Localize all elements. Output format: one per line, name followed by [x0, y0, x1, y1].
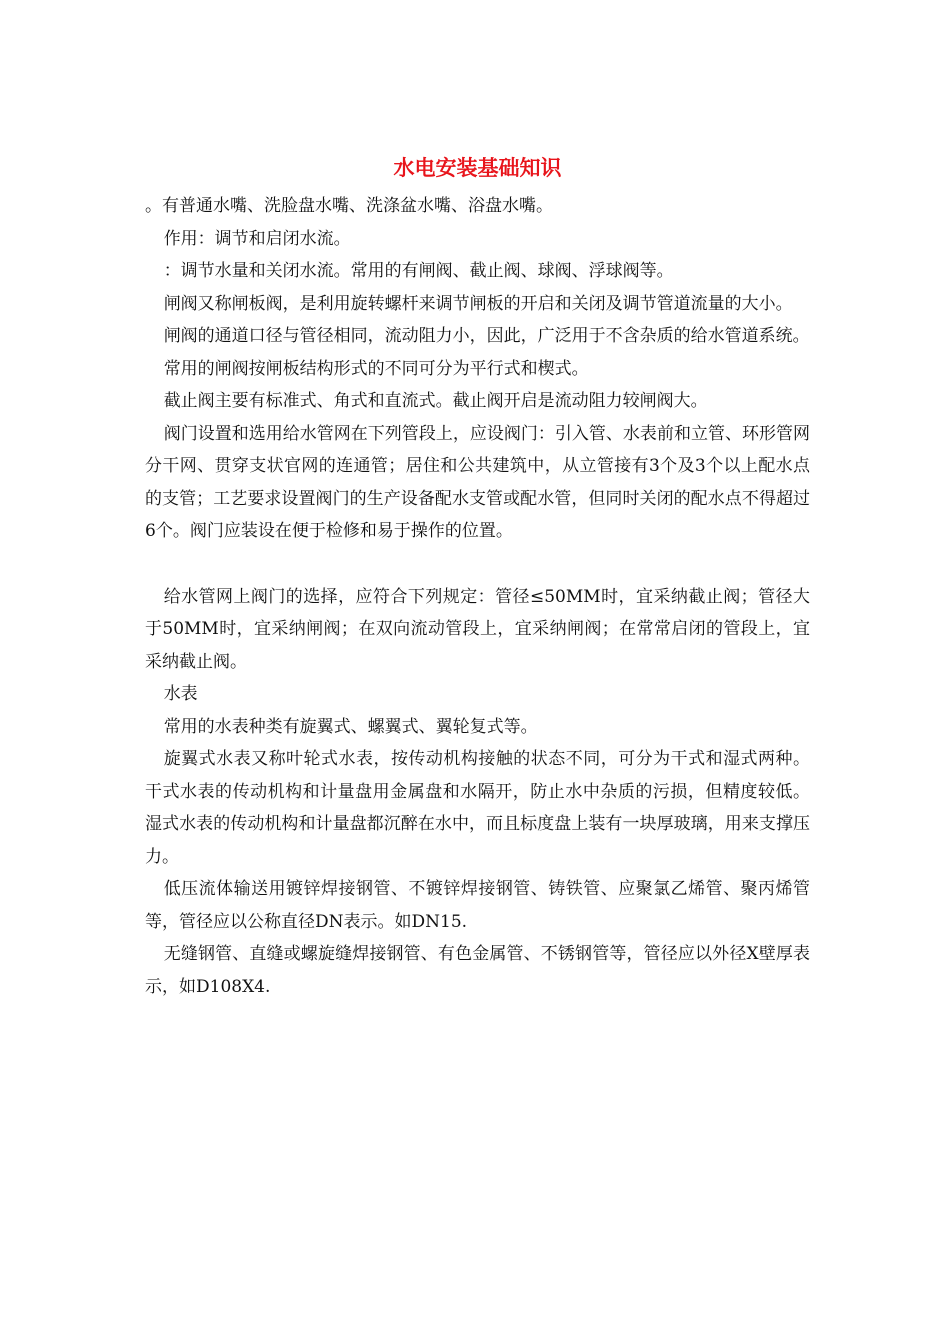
paragraph-globe-valve-types: 截止阀主要有标准式、角式和直流式。截止阀开启是流动阻力较闸阀大。 [163, 391, 708, 411]
section-heading-water-meter: 水表 [163, 684, 198, 704]
paragraph-valve-selection: 给水管网上阀门的选择，应符合下列规定：管径≤50MM时，宜采纳截止阀；管径大于50MM时，宜采纳闸阀；在双向流动管段上，宜采纳闸阀；在常常启闭的管段上，宜采纳截止阀。 [145, 586, 810, 672]
paragraph-low-pressure-pipes: 低压流体输送用镀锌焊接钢管、不镀锌焊接钢管、铸铁管、应聚氯乙烯管、聚丙烯管等，管径应以公称直径DN表示。如DN15. [145, 879, 810, 932]
paragraph-gap [145, 548, 810, 581]
paragraph-rotary-meter: 旋翼式水表又称叶轮式水表，按传动机构接触的状态不同，可分为干式和湿式两种。 干式水表的传动机构和计量盘用金属盘和水隔开，防止水中杂质的污损，但精度较低。 湿式水表的传动机构和计量盘都沉醉在水中，而且标度盘上装有一块厚玻璃，用来支撑压力。 [145, 749, 810, 867]
paragraph-gate-valve-types: 常用的闸阀按闸板结构形式的不同可分为平行式和楔式。 [163, 358, 589, 379]
paragraph-faucet-function: 作用：调节和启闭水流。 [163, 228, 351, 249]
paragraph-gate-valve-definition: 闸阀又称闸板阀，是利用旋转螺杆来调节闸板的开启和关闭及调节管道流量的大小。 [163, 293, 793, 314]
paragraph-seamless-pipes: 无缝钢管、直缝或螺旋缝焊接钢管、有色金属管、不锈钢管等，管径应以外径X壁厚表示，如D108X4. [145, 944, 810, 997]
paragraph-valve-placement: 阀门设置和选用给水管网在下列管段上，应设阀门：引入管、水表前和立管、环形管网分干网、贯穿支状官网的连通管；居住和公共建筑中，从立管接有3个及3个以上配水点的支管；工艺要求设置阀门的生产设备配水支管或配水管，但同时关闭的配水点不得超过6个。阀门应装设在便于检修和易于操作的位置。 [145, 423, 810, 541]
paragraph-valve-function: ：调节水量和关闭水流。常用的有闸阀、截止阀、球阀、浮球阀等。 [163, 261, 674, 281]
paragraph-faucet-types: 。有普通水嘴、洗脸盘水嘴、洗涤盆水嘴、浴盘水嘴。 [145, 196, 553, 216]
paragraph-water-meter-types: 常用的水表种类有旋翼式、螺翼式、翼轮复式等。 [163, 716, 538, 737]
paragraph-gate-valve-usage: 闸阀的通道口径与管径相同，流动阻力小，因此，广泛用于不含杂质的给水管道系统。 [163, 326, 810, 346]
document-page [145, 150, 810, 1003]
document-title: 水电安装基础知识 [393, 156, 562, 180]
